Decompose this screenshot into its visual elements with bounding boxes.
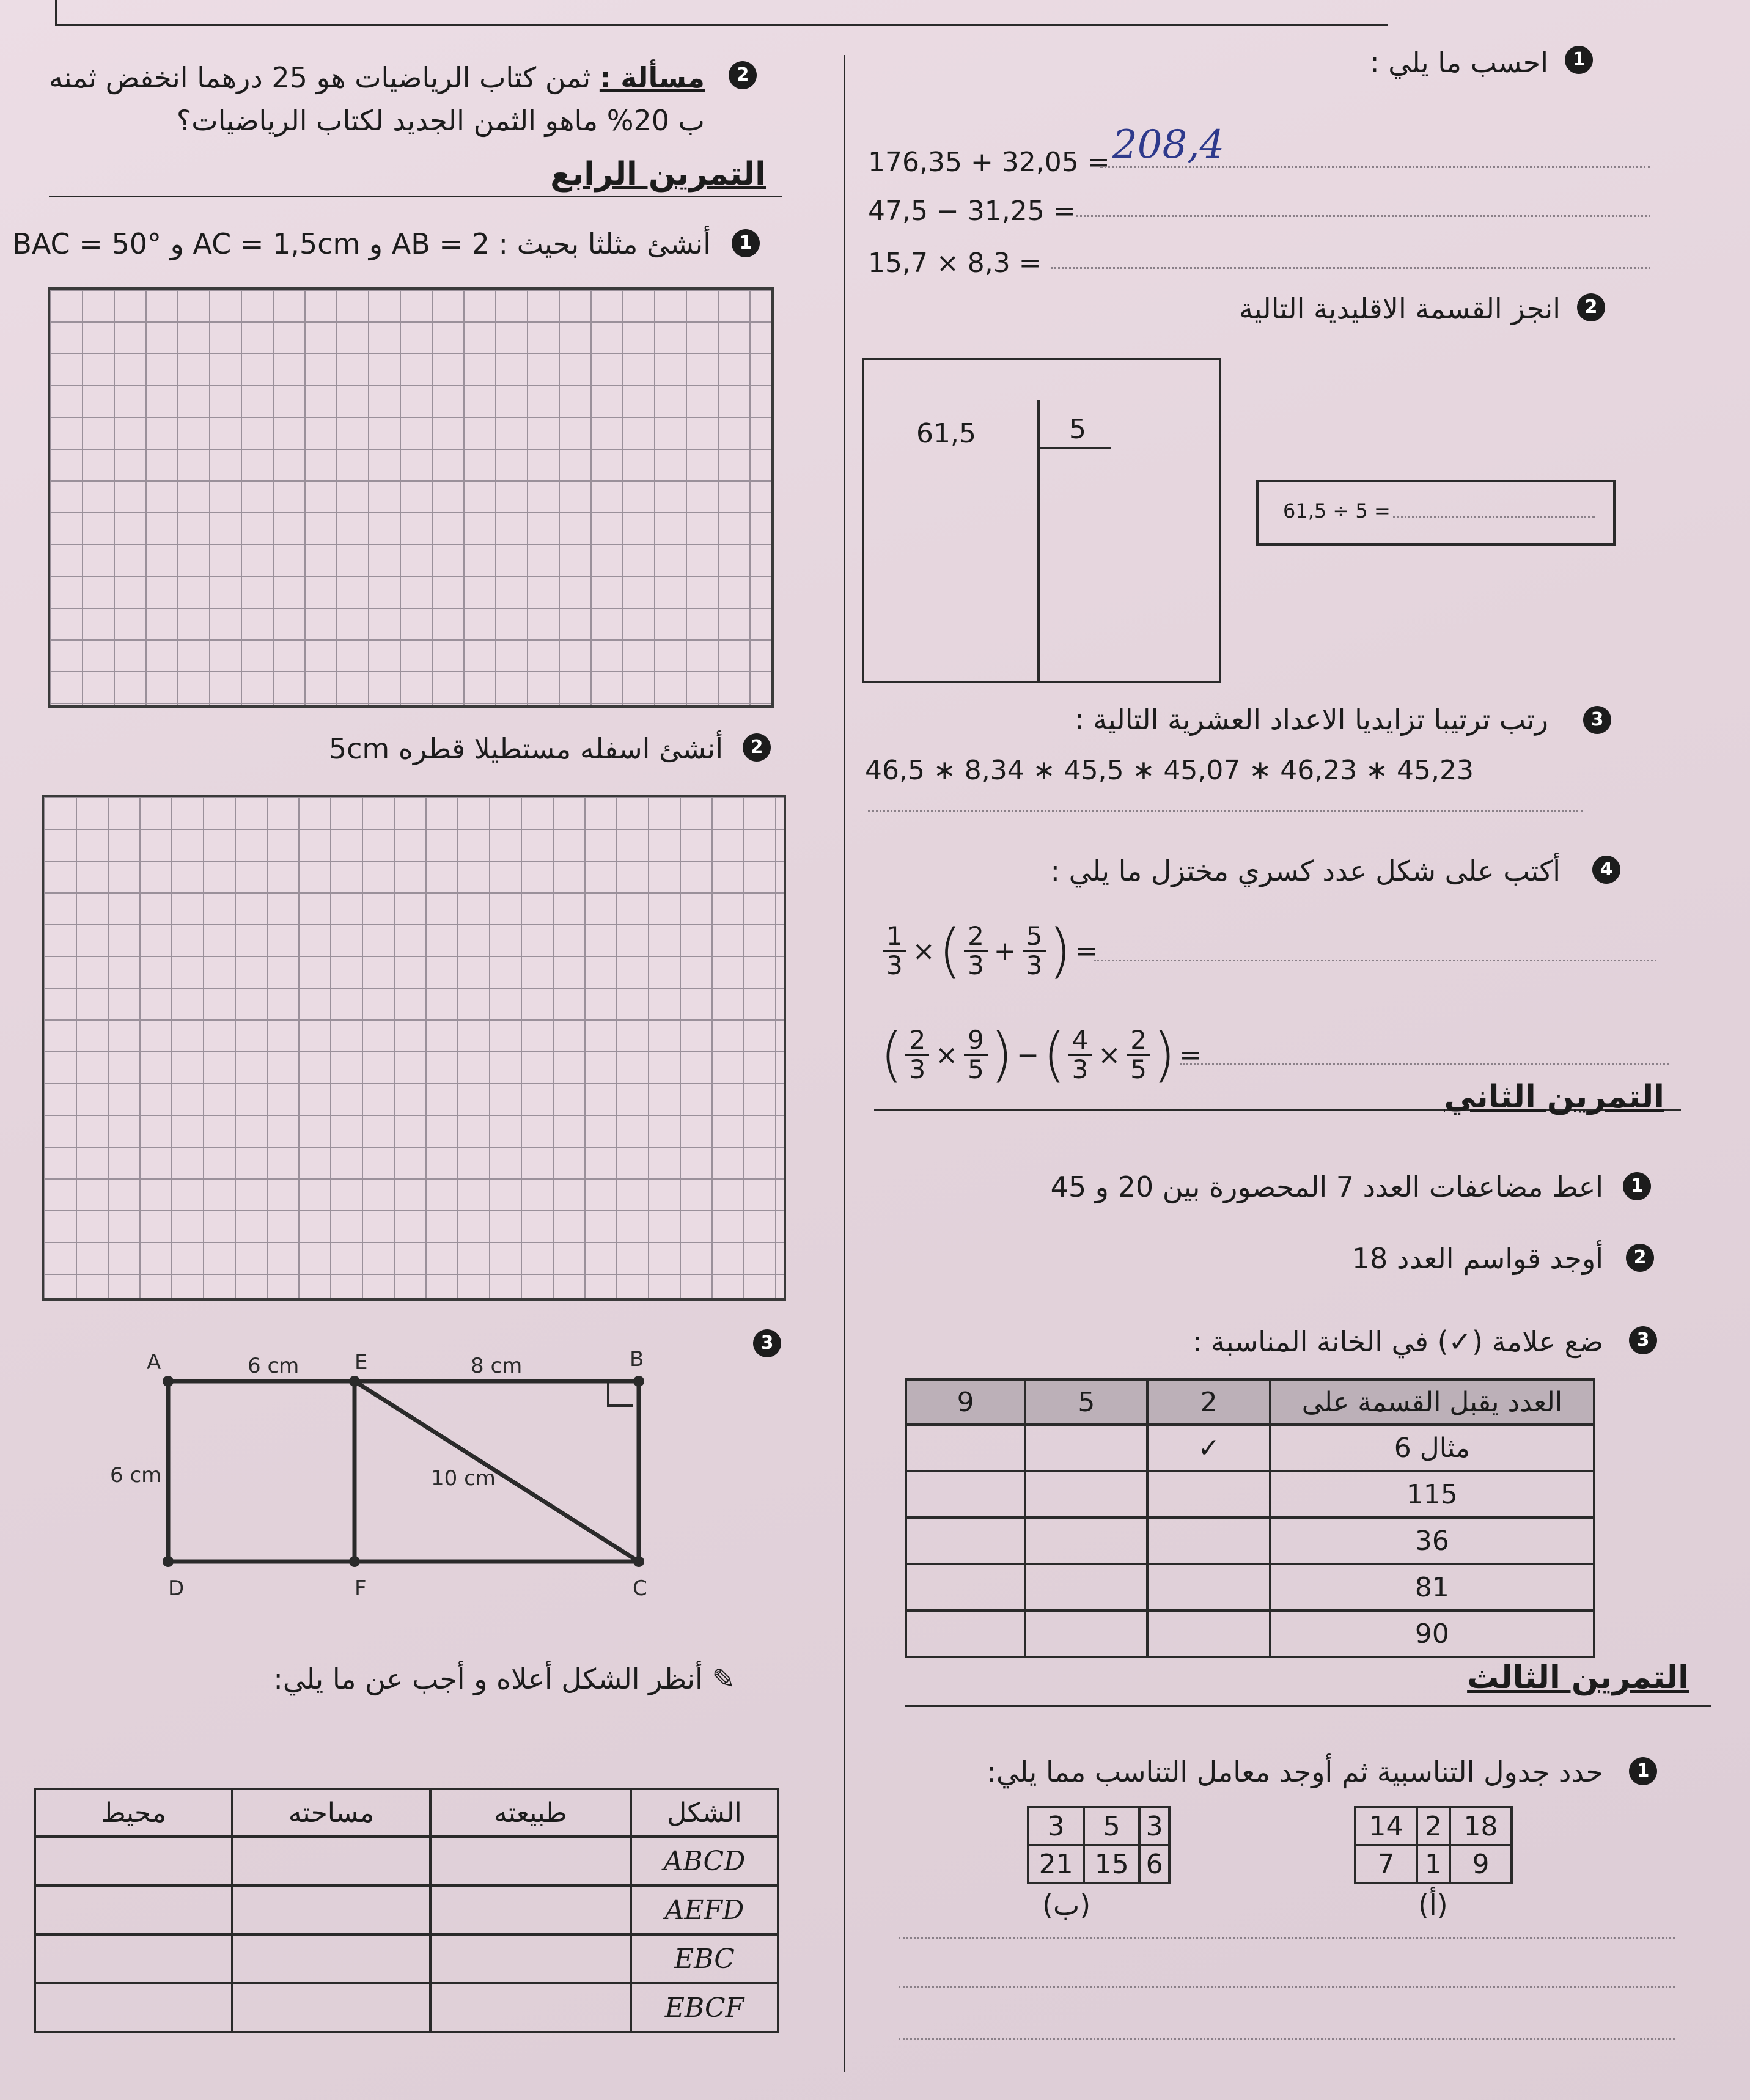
table-row	[906, 1564, 1594, 1610]
table-row	[906, 1425, 1594, 1471]
label-e: E	[355, 1350, 368, 1375]
check-mark[interactable]: ✓	[1147, 1425, 1270, 1471]
ex3-answer-line-2[interactable]	[899, 1986, 1675, 1988]
ex2-q1-bullet: 1	[1623, 1172, 1651, 1200]
problem-text-1: ثمن كتاب الرياضيات هو 25 درهما انخفض ثمنه	[49, 61, 591, 94]
ex1-q3-text: رتب ترتيبا تزايديا الاعداد العشرية التالية :	[1075, 703, 1548, 736]
division-result: 61,5 ÷ 5 =	[1283, 499, 1391, 523]
col-header-nature: طبيعته	[430, 1789, 631, 1837]
ex3-heading: التمرين الثالث	[1467, 1659, 1689, 1696]
calc-3: 15,7 × 8,3 =	[868, 248, 1042, 279]
col-header-shape: الشكل	[631, 1789, 778, 1837]
shape-properties-table	[34, 1788, 779, 2033]
row-81: 81	[1270, 1564, 1594, 1610]
divisor: 5	[1069, 414, 1086, 445]
shape-ebc: EBC	[631, 1934, 778, 1983]
column-divider	[844, 55, 845, 2072]
col-header-perimeter: محيط	[35, 1789, 232, 1837]
ex4-q2-bullet: 2	[743, 733, 771, 762]
pencil-icon: ✎	[702, 1662, 735, 1695]
calc-2-answer-line[interactable]	[1076, 215, 1650, 217]
table-b-label: (ب)	[1042, 1889, 1091, 1922]
ex4-heading: التمرين الرابع	[550, 156, 766, 193]
grid-area-rectangle[interactable]	[42, 795, 786, 1301]
shape-aefd: AEFD	[631, 1885, 778, 1934]
shape-abcd: ABCD	[631, 1837, 778, 1885]
rectangle-figure	[98, 1332, 697, 1614]
ex2-q3-bullet: 3	[1629, 1326, 1657, 1354]
grid-area-triangle[interactable]	[48, 287, 774, 708]
length-ad: 6 cm	[110, 1463, 162, 1488]
divisibility-table	[905, 1378, 1595, 1658]
length-ae: 6 cm	[248, 1354, 300, 1378]
proportion-table-b: 3 5 3 21 15 6	[1027, 1806, 1171, 1884]
ex1-q4-bullet: 4	[1592, 856, 1620, 884]
fraction-expression-1: $\frac{1}{3}$ ×( $\frac{2}{3}$ + $\frac{5}{3}$ ) =	[880, 917, 1101, 985]
problem-bullet-2: 2	[729, 61, 757, 89]
division-result-line[interactable]	[1393, 516, 1595, 518]
table-a-label: (أ)	[1418, 1889, 1448, 1922]
length-ec: 10 cm	[431, 1466, 496, 1491]
ex4-q1-bullet: 1	[732, 229, 760, 257]
ex1-q2-text: انجز القسمة الاقليدية التالية	[1239, 292, 1561, 325]
ex4-heading-rule	[49, 196, 782, 197]
ex2-heading: التمرين الثاني	[1444, 1079, 1664, 1115]
label-a: A	[147, 1350, 161, 1375]
header-divisible-by: العدد يقبل القسمة على	[1270, 1379, 1594, 1425]
row-115: 115	[1270, 1471, 1594, 1518]
ex2-q2-bullet: 2	[1626, 1244, 1654, 1272]
calc-1-answer[interactable]: 208,4	[1112, 122, 1225, 167]
division-box[interactable]	[862, 358, 1221, 683]
ex3-answer-line-1[interactable]	[899, 1937, 1675, 1939]
fraction-2-answer-line[interactable]	[1180, 1063, 1669, 1065]
table-row	[35, 1837, 778, 1885]
segment-ec	[355, 1381, 639, 1562]
label-b: B	[630, 1347, 644, 1371]
ordering-answer-line[interactable]	[868, 810, 1583, 812]
ex4-q3-text	[273, 1662, 735, 1695]
problem-line-1	[49, 61, 705, 94]
problem-line-2: ب 20% ماهو الثمن الجديد لكتاب الرياضيات؟	[176, 104, 705, 137]
table-row	[906, 1471, 1594, 1518]
proportion-table-a: 14 2 18 7 1 9	[1354, 1806, 1513, 1884]
decimal-numbers: 46,5 ∗ 8,34 ∗ 45,5 ∗ 45,07 ∗ 46,23 ∗ 45,23	[865, 755, 1474, 786]
rect-abcd	[168, 1381, 639, 1562]
ex1-q1-text: احسب ما يلي :	[1370, 46, 1548, 79]
ex2-q3-text: ضع علامة (✓) في الخانة المناسبة :	[1192, 1325, 1603, 1358]
header-9: 9	[906, 1379, 1025, 1425]
row-example-6: مثال 6	[1270, 1425, 1594, 1471]
ex3-heading-rule	[905, 1705, 1711, 1707]
ex3-q1-bullet: 1	[1629, 1757, 1657, 1785]
shape-ebcf: EBCF	[631, 1983, 778, 2032]
ex4-q3-bullet: 3	[753, 1329, 781, 1357]
calc-1-answer-line[interactable]	[1100, 166, 1650, 168]
top-border-line	[55, 24, 1388, 26]
table-row	[906, 1518, 1594, 1564]
ex4-q1-text: أنشئ مثلثا بحيث : AB = 2 و AC = 1,5cm و BAC = 50°	[12, 227, 711, 260]
header-5: 5	[1025, 1379, 1147, 1425]
calc-1: 176,35 + 32,05 =	[868, 147, 1110, 178]
fraction-expression-2: ( $\frac{2}{3}$ × $\frac{9}{5}$ ) −( $\frac{4}{3}$ × $\frac{2}{5}$ ) =	[880, 1021, 1202, 1089]
ex1-q1-bullet: 1	[1565, 46, 1593, 74]
row-90: 90	[1270, 1610, 1594, 1657]
col-header-area: مساحته	[232, 1789, 430, 1837]
label-f: F	[355, 1576, 367, 1601]
ex2-q2-text: أوجد قواسم العدد 18	[1351, 1242, 1603, 1275]
label-d: D	[168, 1576, 185, 1601]
ex1-q3-bullet: 3	[1583, 706, 1611, 734]
division-vertical	[1037, 400, 1040, 681]
calc-2: 47,5 − 31,25 =	[868, 196, 1076, 227]
fraction-1-answer-line[interactable]	[1094, 960, 1656, 961]
table-row	[906, 1610, 1594, 1657]
row-36: 36	[1270, 1518, 1594, 1564]
ex3-q1-text: حدد جدول التناسبية ثم أوجد معامل التناسب مما يلي:	[987, 1755, 1603, 1788]
division-horizontal	[1037, 447, 1111, 449]
ex3-answer-line-3[interactable]	[899, 2038, 1675, 2040]
ex4-q2-text: أنشئ اسفله مستطيلا قطره 5cm	[328, 732, 723, 765]
header-2: 2	[1147, 1379, 1270, 1425]
problem-label: مسألة :	[599, 61, 705, 94]
length-eb: 8 cm	[471, 1354, 523, 1378]
ex1-q2-bullet: 2	[1577, 293, 1605, 321]
right-angle-mark	[608, 1381, 633, 1406]
dividend: 61,5	[916, 418, 976, 449]
table-row	[35, 1934, 778, 1983]
table-row	[35, 1983, 778, 2032]
ex4-q3-label: أنظر الشكل أعلاه و أجب عن ما يلي:	[273, 1662, 703, 1695]
table-row	[35, 1885, 778, 1934]
ex1-q4-text: أكتب على شكل عدد كسري مختزل ما يلي :	[1050, 854, 1561, 887]
division-result-box[interactable]	[1256, 480, 1616, 546]
calc-3-answer-line[interactable]	[1051, 267, 1650, 269]
top-border-corner	[55, 0, 57, 24]
label-c: C	[633, 1576, 647, 1601]
ex2-q1-text: اعط مضاعفات العدد 7 المحصورة بين 20 و 45	[1050, 1170, 1603, 1203]
